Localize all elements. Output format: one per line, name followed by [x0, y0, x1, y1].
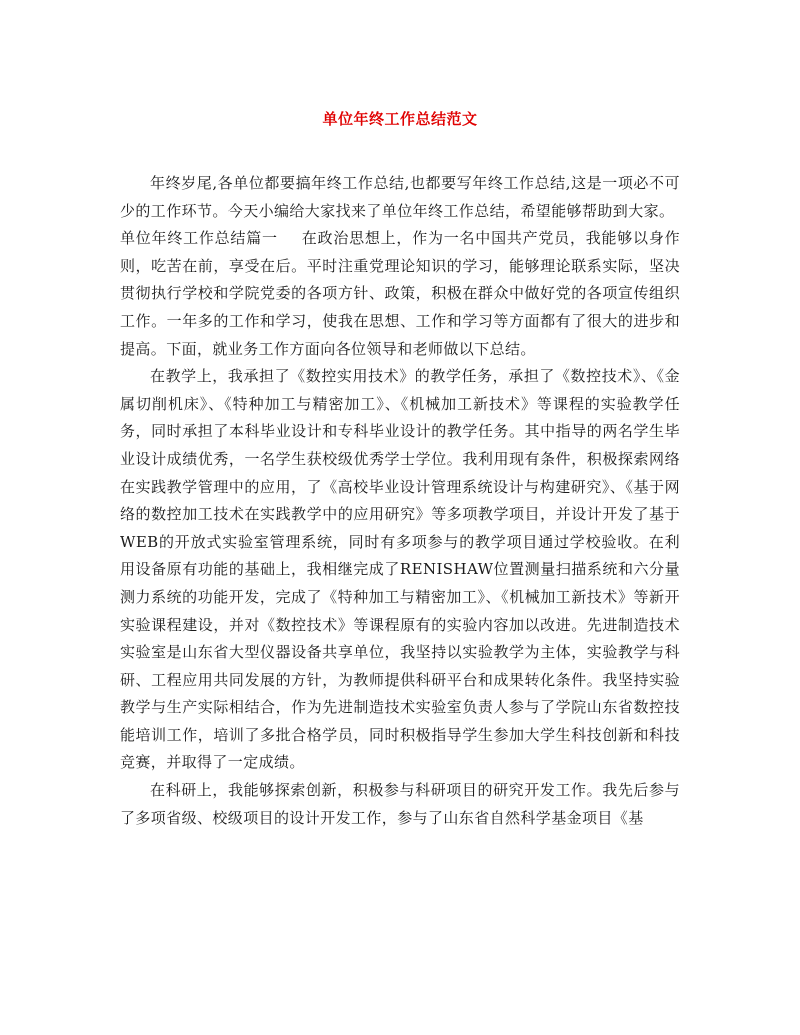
intro-paragraph: 年终岁尾,各单位都要搞年终工作总结,也都要写年终工作总结,这是一项必不可少的工作环节。今天小编给大家找来了单位年终工作总结，希望能够帮助到大家。 [120, 174, 680, 220]
teaching-paragraph: 在教学上，我承担了《数控实用技术》的教学任务，承担了《数控技术》、《金属切削机床》、《特种加工与精密加工》、《机械加工新技术》等课程的实验教学任务，同时承担了本科毕业设计和专科毕业设计的教学任务。其中指导的两名学生毕业设计成绩优秀，一名学生获校级优秀学士学位。我利用现有条件，积极探索网络在实践教学管理中的应用，了《高校毕业设计管理系统设计与构建研究》、《基于网络的数控加工技术在实践教学中的应用研究》等多项教学项目，并设计开发了基于WEB的开放式实验室管理系统，同时有多项参与的教学项目通过学校验收。在利用设备原有功能的基础上，我相继完成了RENISHAW位置测量扫描系统和六分量测力系统的功能开发，完成了《特种加工与精密加工》、《机械加工新技术》等新开实验课程建设，并对《数控技术》等课程原有的实验内容加以改进。先进制造技术实验室是山东省大型仪器设备共享单位，我坚持以实验教学为主体，实验教学与科研、工程应用共同发展的方针，为教师提供科研平台和成果转化条件。我坚持实验教学与生产实际相结合，作为先进制造技术实验室负责人参与了学院山东省数控技能培训工作，培训了多批合格学员，同时积极指导学生参加大学生科技创新和科技竞赛，并取得了一定成绩。 [120, 367, 680, 772]
document-title: 单位年终工作总结范文 [322, 110, 478, 128]
document-body [120, 170, 680, 832]
section1-text: 在政治思想上，作为一名中国共产党员，我能够以身作则，吃苦在前，享受在后。平时注重党理论知识的学习，能够理论联系实际，坚决贯彻执行学校和学院党委的各项方针、政策，积极在群众中做好党的各项宣传组织工作。一年多的工作和学习，使我在思想、工作和学习等方面都有了很大的进步和提高。下面，就业务工作方面向各位领导和老师做以下总结。 [120, 229, 680, 358]
section1-paragraph [120, 225, 680, 363]
research-paragraph: 在科研上，我能够探索创新，积极参与科研项目的研究开发工作。我先后参与了多项省级、校级项目的设计开发工作，参与了山东省自然科学基金项目《基 [120, 781, 680, 827]
section1-heading: 单位年终工作总结篇一 [120, 229, 278, 248]
